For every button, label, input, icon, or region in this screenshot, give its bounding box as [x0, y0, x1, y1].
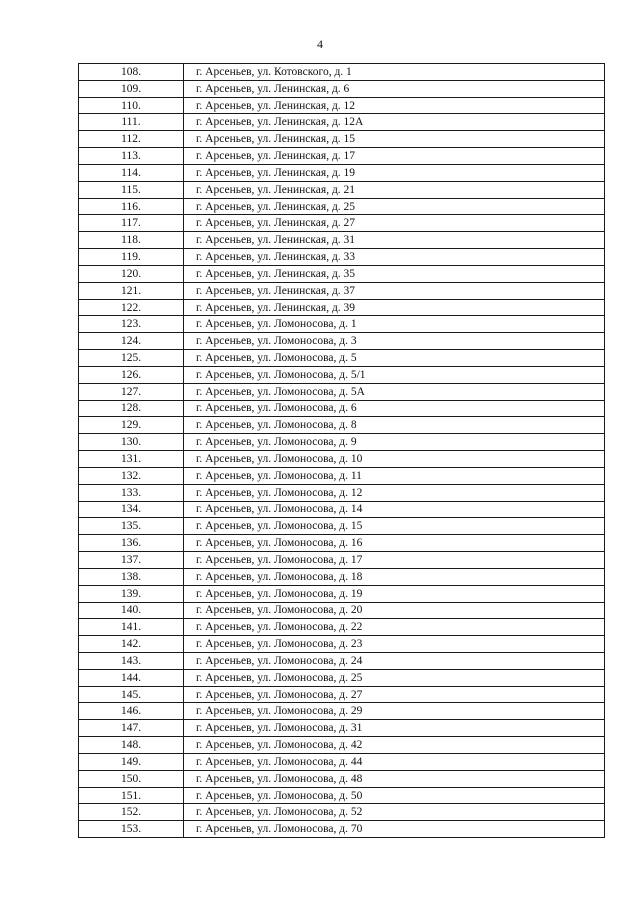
- address-cell: г. Арсеньев, ул. Ломоносова, д. 5: [184, 350, 605, 367]
- row-number: 137.: [79, 552, 184, 569]
- row-number: 134.: [79, 501, 184, 518]
- row-number: 142.: [79, 636, 184, 653]
- row-number: 124.: [79, 333, 184, 350]
- row-number: 108.: [79, 64, 184, 81]
- row-number: 120.: [79, 265, 184, 282]
- table-row: [79, 686, 605, 703]
- address-cell: г. Арсеньев, ул. Ленинская, д. 35: [184, 265, 605, 282]
- table-row: [79, 383, 605, 400]
- table-row: [79, 484, 605, 501]
- table-row: [79, 753, 605, 770]
- row-number: 136.: [79, 535, 184, 552]
- row-number: 152.: [79, 804, 184, 821]
- table-row: [79, 299, 605, 316]
- table-row: [79, 518, 605, 535]
- row-number: 129.: [79, 417, 184, 434]
- row-number: 141.: [79, 619, 184, 636]
- address-cell: г. Арсеньев, ул. Ломоносова, д. 23: [184, 636, 605, 653]
- address-cell: г. Арсеньев, ул. Ленинская, д. 12А: [184, 114, 605, 131]
- table-row: [79, 737, 605, 754]
- row-number: 114.: [79, 164, 184, 181]
- address-cell: г. Арсеньев, ул. Ломоносова, д. 44: [184, 753, 605, 770]
- address-cell: г. Арсеньев, ул. Ломоносова, д. 12: [184, 484, 605, 501]
- row-number: 149.: [79, 753, 184, 770]
- table-row: [79, 804, 605, 821]
- address-cell: г. Арсеньев, ул. Котовского, д. 1: [184, 64, 605, 81]
- address-cell: г. Арсеньев, ул. Ломоносова, д. 15: [184, 518, 605, 535]
- table-row: [79, 400, 605, 417]
- table-row: [79, 703, 605, 720]
- table-row: [79, 198, 605, 215]
- address-cell: г. Арсеньев, ул. Ленинская, д. 17: [184, 148, 605, 165]
- table-row: [79, 316, 605, 333]
- row-number: 145.: [79, 686, 184, 703]
- row-number: 110.: [79, 97, 184, 114]
- address-cell: г. Арсеньев, ул. Ленинская, д. 31: [184, 232, 605, 249]
- address-cell: г. Арсеньев, ул. Ленинская, д. 15: [184, 131, 605, 148]
- row-number: 109.: [79, 80, 184, 97]
- row-number: 126.: [79, 366, 184, 383]
- row-number: 131.: [79, 451, 184, 468]
- table-row: [79, 434, 605, 451]
- table-row: [79, 181, 605, 198]
- row-number: 119.: [79, 249, 184, 266]
- address-cell: г. Арсеньев, ул. Ленинская, д. 6: [184, 80, 605, 97]
- address-cell: г. Арсеньев, ул. Ломоносова, д. 70: [184, 821, 605, 838]
- table-row: [79, 350, 605, 367]
- address-cell: г. Арсеньев, ул. Ломоносова, д. 29: [184, 703, 605, 720]
- address-cell: г. Арсеньев, ул. Ломоносова, д. 14: [184, 501, 605, 518]
- page-number: 4: [317, 37, 323, 51]
- table-row: [79, 333, 605, 350]
- address-cell: г. Арсеньев, ул. Ломоносова, д. 5А: [184, 383, 605, 400]
- table-row: [79, 97, 605, 114]
- table-row: [79, 366, 605, 383]
- row-number: 122.: [79, 299, 184, 316]
- row-number: 128.: [79, 400, 184, 417]
- address-cell: г. Арсеньев, ул. Ломоносова, д. 19: [184, 585, 605, 602]
- table-row: [79, 80, 605, 97]
- address-cell: г. Арсеньев, ул. Ломоносова, д. 17: [184, 552, 605, 569]
- table-row: [79, 568, 605, 585]
- table-row: [79, 215, 605, 232]
- row-number: 144.: [79, 669, 184, 686]
- table-row: [79, 164, 605, 181]
- table-row: [79, 232, 605, 249]
- row-number: 132.: [79, 467, 184, 484]
- table-row: [79, 652, 605, 669]
- address-cell: г. Арсеньев, ул. Ломоносова, д. 18: [184, 568, 605, 585]
- table-row: [79, 64, 605, 81]
- row-number: 138.: [79, 568, 184, 585]
- address-cell: г. Арсеньев, ул. Ломоносова, д. 50: [184, 787, 605, 804]
- row-number: 148.: [79, 737, 184, 754]
- row-number: 115.: [79, 181, 184, 198]
- table-row: [79, 585, 605, 602]
- row-number: 147.: [79, 720, 184, 737]
- table-row: [79, 636, 605, 653]
- address-cell: г. Арсеньев, ул. Ленинская, д. 37: [184, 282, 605, 299]
- address-cell: г. Арсеньев, ул. Ломоносова, д. 10: [184, 451, 605, 468]
- table-row: [79, 148, 605, 165]
- row-number: 116.: [79, 198, 184, 215]
- row-number: 146.: [79, 703, 184, 720]
- table-row: [79, 114, 605, 131]
- table-row: [79, 787, 605, 804]
- table-row: [79, 131, 605, 148]
- table-row: [79, 602, 605, 619]
- row-number: 140.: [79, 602, 184, 619]
- address-cell: г. Арсеньев, ул. Ломоносова, д. 16: [184, 535, 605, 552]
- address-cell: г. Арсеньев, ул. Ломоносова, д. 22: [184, 619, 605, 636]
- address-cell: г. Арсеньев, ул. Ломоносова, д. 24: [184, 652, 605, 669]
- row-number: 111.: [79, 114, 184, 131]
- row-number: 135.: [79, 518, 184, 535]
- address-table-body: [79, 64, 605, 838]
- table-row: [79, 552, 605, 569]
- row-number: 127.: [79, 383, 184, 400]
- address-cell: г. Арсеньев, ул. Ленинская, д. 27: [184, 215, 605, 232]
- address-cell: г. Арсеньев, ул. Ленинская, д. 25: [184, 198, 605, 215]
- address-cell: г. Арсеньев, ул. Ломоносова, д. 5/1: [184, 366, 605, 383]
- address-cell: г. Арсеньев, ул. Ломоносова, д. 25: [184, 669, 605, 686]
- row-number: 139.: [79, 585, 184, 602]
- address-table: [78, 63, 605, 838]
- row-number: 123.: [79, 316, 184, 333]
- address-cell: г. Арсеньев, ул. Ломоносова, д. 27: [184, 686, 605, 703]
- table-row: [79, 467, 605, 484]
- row-number: 133.: [79, 484, 184, 501]
- address-cell: г. Арсеньев, ул. Ломоносова, д. 20: [184, 602, 605, 619]
- row-number: 153.: [79, 821, 184, 838]
- row-number: 121.: [79, 282, 184, 299]
- address-cell: г. Арсеньев, ул. Ломоносова, д. 3: [184, 333, 605, 350]
- address-cell: г. Арсеньев, ул. Ломоносова, д. 11: [184, 467, 605, 484]
- address-cell: г. Арсеньев, ул. Ленинская, д. 21: [184, 181, 605, 198]
- address-cell: г. Арсеньев, ул. Ломоносова, д. 6: [184, 400, 605, 417]
- table-row: [79, 282, 605, 299]
- table-row: [79, 669, 605, 686]
- row-number: 117.: [79, 215, 184, 232]
- address-cell: г. Арсеньев, ул. Ломоносова, д. 42: [184, 737, 605, 754]
- address-cell: г. Арсеньев, ул. Ломоносова, д. 48: [184, 770, 605, 787]
- row-number: 125.: [79, 350, 184, 367]
- table-row: [79, 720, 605, 737]
- address-cell: г. Арсеньев, ул. Ломоносова, д. 31: [184, 720, 605, 737]
- table-row: [79, 770, 605, 787]
- address-cell: г. Арсеньев, ул. Ленинская, д. 33: [184, 249, 605, 266]
- address-cell: г. Арсеньев, ул. Ленинская, д. 12: [184, 97, 605, 114]
- address-cell: г. Арсеньев, ул. Ленинская, д. 19: [184, 164, 605, 181]
- table-row: [79, 821, 605, 838]
- row-number: 118.: [79, 232, 184, 249]
- table-row: [79, 265, 605, 282]
- address-cell: г. Арсеньев, ул. Ломоносова, д. 52: [184, 804, 605, 821]
- address-cell: г. Арсеньев, ул. Ломоносова, д. 9: [184, 434, 605, 451]
- row-number: 113.: [79, 148, 184, 165]
- table-row: [79, 501, 605, 518]
- table-row: [79, 417, 605, 434]
- row-number: 151.: [79, 787, 184, 804]
- row-number: 130.: [79, 434, 184, 451]
- row-number: 143.: [79, 652, 184, 669]
- table-row: [79, 535, 605, 552]
- table-row: [79, 619, 605, 636]
- row-number: 150.: [79, 770, 184, 787]
- table-row: [79, 249, 605, 266]
- table-row: [79, 451, 605, 468]
- address-cell: г. Арсеньев, ул. Ленинская, д. 39: [184, 299, 605, 316]
- address-cell: г. Арсеньев, ул. Ломоносова, д. 1: [184, 316, 605, 333]
- address-cell: г. Арсеньев, ул. Ломоносова, д. 8: [184, 417, 605, 434]
- row-number: 112.: [79, 131, 184, 148]
